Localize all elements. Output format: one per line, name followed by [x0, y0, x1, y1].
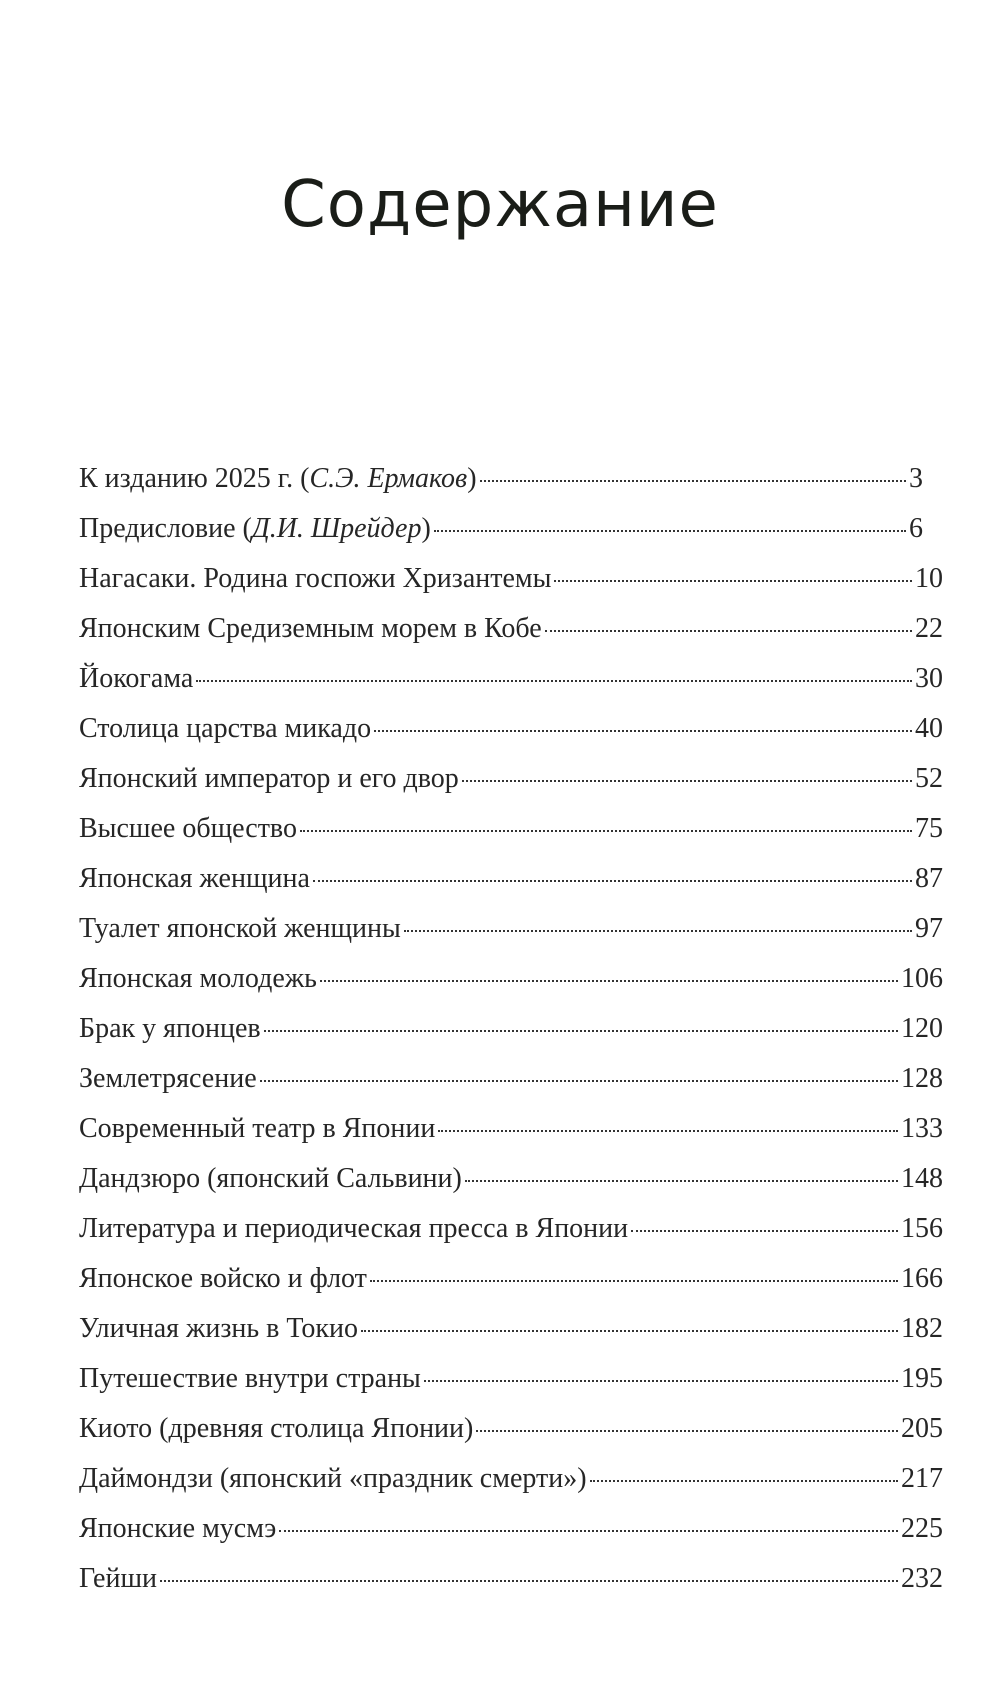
toc-entry[interactable]	[79, 1013, 943, 1063]
toc-entry-page: 195	[901, 1363, 943, 1394]
toc-entry-page: 128	[901, 1063, 943, 1094]
dot-leader	[545, 630, 912, 632]
dot-leader	[370, 1280, 898, 1282]
toc-entry-title: Японское войско и флот	[79, 1263, 367, 1294]
toc-entry-title: Литература и периодическая пресса в Японии	[79, 1213, 629, 1244]
dot-leader	[264, 1030, 898, 1032]
dot-leader	[196, 680, 912, 682]
toc-entry-title: Землетрясение	[79, 1063, 257, 1094]
toc-entry[interactable]	[79, 813, 943, 863]
toc-entry-page: 133	[901, 1113, 943, 1144]
toc-entry-page: 166	[901, 1263, 943, 1294]
toc-entry[interactable]	[79, 1263, 943, 1313]
toc-entry-page: 52	[915, 763, 943, 794]
toc-entry-page: 120	[901, 1013, 943, 1044]
toc-entry-title-close: )	[467, 463, 477, 494]
toc-entry-page: 40	[915, 713, 943, 744]
dot-leader	[554, 580, 912, 582]
toc-entry[interactable]	[79, 1163, 943, 1213]
toc-entry-author: Д.И. Шрейдер	[251, 513, 422, 544]
toc-entry-page: 97	[915, 913, 943, 944]
toc-entry-title: Дандзюро (японский Сальвини)	[79, 1163, 462, 1194]
toc-entry[interactable]	[79, 1363, 943, 1413]
dot-leader	[438, 1130, 898, 1132]
toc-entry[interactable]	[79, 713, 943, 763]
toc-entry[interactable]	[79, 1113, 943, 1163]
toc-entry-title: Уличная жизнь в Токио	[79, 1313, 358, 1344]
toc-entry-page: 87	[915, 863, 943, 894]
toc-entry-page: 30	[915, 663, 943, 694]
toc-entry[interactable]	[79, 963, 943, 1013]
toc-entry[interactable]	[79, 1513, 943, 1563]
toc-entry-page: 22	[915, 613, 943, 644]
toc-entry-author: С.Э. Ермаков	[309, 463, 468, 494]
toc-entry-page: 10	[915, 563, 943, 594]
dot-leader	[260, 1080, 898, 1082]
dot-leader	[320, 980, 898, 982]
toc-entry-page: 3	[909, 463, 923, 494]
dot-leader	[404, 930, 912, 932]
toc-entry-page: 217	[901, 1463, 943, 1494]
dot-leader	[279, 1530, 898, 1532]
toc-entry[interactable]	[79, 513, 943, 563]
toc-entry[interactable]	[79, 463, 943, 513]
toc-entry-title: Японская молодежь	[79, 963, 317, 994]
toc-entry[interactable]	[79, 1563, 943, 1613]
toc-entry[interactable]	[79, 763, 943, 813]
toc-entry-title: Современный театр в Японии	[79, 1113, 436, 1144]
dot-leader	[434, 530, 906, 532]
toc-entry-title-close: )	[421, 513, 431, 544]
toc-entry[interactable]	[79, 563, 943, 613]
toc-entry-title: Киото (древняя столица Японии)	[79, 1413, 474, 1444]
toc-entry[interactable]	[79, 1063, 943, 1113]
toc-entry[interactable]	[79, 913, 943, 963]
toc-entry[interactable]	[79, 663, 943, 713]
toc-entry[interactable]	[79, 1213, 943, 1263]
toc-entry-title: Туалет японской женщины	[79, 913, 401, 944]
toc-entry[interactable]	[79, 1413, 943, 1463]
toc-entry[interactable]	[79, 1313, 943, 1363]
toc-entry-title: Японский император и его двор	[79, 763, 459, 794]
toc-entry-page: 182	[901, 1313, 943, 1344]
table-of-contents	[79, 463, 943, 1613]
toc-entry[interactable]	[79, 1463, 943, 1513]
dot-leader	[590, 1480, 898, 1482]
toc-entry-title: Предисловие (	[79, 513, 252, 544]
dot-leader	[361, 1330, 898, 1332]
toc-entry-page: 148	[901, 1163, 943, 1194]
page-title: Содержание	[281, 168, 719, 242]
toc-entry-page: 156	[901, 1213, 943, 1244]
toc-entry-page: 205	[901, 1413, 943, 1444]
toc-entry-title: Брак у японцев	[79, 1013, 261, 1044]
toc-entry-title: Нагасаки. Родина госпожи Хризантемы	[79, 563, 552, 594]
dot-leader	[160, 1580, 898, 1582]
toc-entry[interactable]	[79, 613, 943, 663]
dot-leader	[424, 1380, 898, 1382]
toc-entry-page: 232	[901, 1563, 943, 1594]
dot-leader	[462, 780, 912, 782]
toc-entry-title: Японским Средиземным морем в Кобе	[79, 613, 542, 644]
dot-leader	[300, 830, 912, 832]
dot-leader	[374, 730, 912, 732]
toc-entry-page: 225	[901, 1513, 943, 1544]
toc-entry-title: Японская женщина	[79, 863, 310, 894]
dot-leader	[480, 480, 906, 482]
dot-leader	[476, 1430, 898, 1432]
toc-entry-page: 6	[909, 513, 923, 544]
toc-entry-title: Даймондзи (японский «праздник смерти»)	[79, 1463, 587, 1494]
toc-entry-title: К изданию 2025 г. (	[79, 463, 310, 494]
toc-entry-title: Японские мусмэ	[79, 1513, 277, 1544]
toc-entry-title: Путешествие внутри страны	[79, 1363, 421, 1394]
toc-entry-page: 106	[901, 963, 943, 994]
dot-leader	[465, 1180, 898, 1182]
dot-leader	[631, 1230, 898, 1232]
toc-entry-title: Столица царства микадо	[79, 713, 372, 744]
toc-entry-title: Высшее общество	[79, 813, 297, 844]
toc-entry-page: 75	[915, 813, 943, 844]
toc-entry-title: Гейши	[79, 1563, 158, 1594]
toc-entry[interactable]	[79, 863, 943, 913]
toc-entry-title: Йокогама	[79, 663, 194, 694]
dot-leader	[313, 880, 912, 882]
